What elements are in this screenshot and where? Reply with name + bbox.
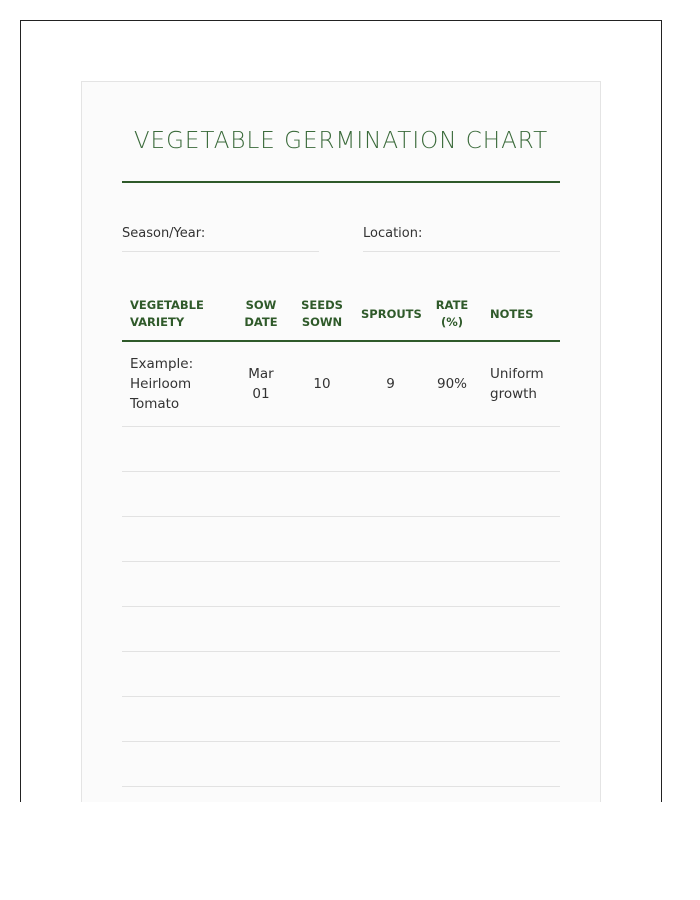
chart-sheet (81, 81, 601, 802)
empty-cell[interactable] (285, 787, 359, 803)
location-label: Location: (363, 226, 423, 241)
empty-cell[interactable] (359, 427, 422, 472)
empty-cell[interactable] (359, 472, 422, 517)
empty-cell[interactable] (422, 787, 482, 803)
empty-cell[interactable] (359, 607, 422, 652)
empty-cell[interactable] (122, 562, 237, 607)
table-row (122, 562, 560, 607)
empty-cell[interactable] (422, 472, 482, 517)
cell-variety[interactable]: Example: Heirloom Tomato (122, 341, 237, 427)
page-frame (20, 20, 662, 802)
empty-cell[interactable] (422, 652, 482, 697)
empty-cell[interactable] (482, 427, 560, 472)
table-row (122, 517, 560, 562)
empty-cell[interactable] (237, 652, 285, 697)
empty-cell[interactable] (285, 562, 359, 607)
empty-cell[interactable] (122, 652, 237, 697)
empty-cell[interactable] (237, 607, 285, 652)
empty-cell[interactable] (285, 517, 359, 562)
cell-sow-date[interactable]: Mar 01 (237, 341, 285, 427)
location-field[interactable] (363, 226, 560, 252)
empty-cell[interactable] (422, 697, 482, 742)
empty-cell[interactable] (285, 472, 359, 517)
empty-cell[interactable] (237, 472, 285, 517)
empty-cell[interactable] (285, 742, 359, 787)
header-notes: NOTES (482, 288, 560, 341)
empty-cell[interactable] (285, 607, 359, 652)
empty-cell[interactable] (285, 697, 359, 742)
table-row (122, 742, 560, 787)
empty-cell[interactable] (359, 697, 422, 742)
empty-cell[interactable] (422, 742, 482, 787)
cell-sprouts[interactable]: 9 (359, 341, 422, 427)
empty-cell[interactable] (482, 517, 560, 562)
title-divider (122, 181, 560, 183)
empty-cell[interactable] (359, 742, 422, 787)
empty-cell[interactable] (359, 787, 422, 803)
empty-cell[interactable] (237, 787, 285, 803)
empty-cell[interactable] (422, 517, 482, 562)
empty-cell[interactable] (482, 652, 560, 697)
empty-cell[interactable] (482, 742, 560, 787)
table-row (122, 607, 560, 652)
empty-cell[interactable] (122, 427, 237, 472)
empty-cell[interactable] (422, 562, 482, 607)
empty-cell[interactable] (359, 652, 422, 697)
empty-cell[interactable] (359, 562, 422, 607)
empty-cell[interactable] (237, 562, 285, 607)
empty-cell[interactable] (122, 787, 237, 803)
season-year-field[interactable] (122, 226, 319, 252)
table-row (122, 341, 560, 427)
empty-cell[interactable] (482, 607, 560, 652)
table-row (122, 427, 560, 472)
empty-cell[interactable] (237, 697, 285, 742)
empty-cell[interactable] (237, 427, 285, 472)
header-vegetable-variety: VEGETABLE VARIETY (122, 288, 237, 341)
empty-cell[interactable] (237, 517, 285, 562)
empty-cell[interactable] (122, 517, 237, 562)
empty-cell[interactable] (482, 472, 560, 517)
table-row (122, 652, 560, 697)
empty-cell[interactable] (237, 742, 285, 787)
header-sow-date: SOW DATE (237, 288, 285, 341)
table-row (122, 697, 560, 742)
table-row (122, 787, 560, 803)
empty-cell[interactable] (422, 427, 482, 472)
header-rate: RATE (%) (422, 288, 482, 341)
table-row (122, 472, 560, 517)
empty-cell[interactable] (285, 427, 359, 472)
empty-cell[interactable] (122, 607, 237, 652)
empty-cell[interactable] (482, 787, 560, 803)
page-title: VEGETABLE GERMINATION CHART (133, 128, 549, 154)
empty-cell[interactable] (122, 472, 237, 517)
season-year-label: Season/Year: (122, 226, 206, 241)
empty-cell[interactable] (482, 562, 560, 607)
empty-cell[interactable] (122, 697, 237, 742)
cell-seeds-sown[interactable]: 10 (285, 341, 359, 427)
empty-cell[interactable] (422, 607, 482, 652)
germination-table (122, 288, 560, 802)
cell-rate[interactable]: 90% (422, 341, 482, 427)
empty-cell[interactable] (359, 517, 422, 562)
header-sprouts: SPROUTS (359, 288, 422, 341)
empty-cell[interactable] (285, 652, 359, 697)
empty-cell[interactable] (122, 742, 237, 787)
cell-notes[interactable]: Uniform growth (482, 341, 560, 427)
header-seeds-sown: SEEDS SOWN (285, 288, 359, 341)
table-header-row (122, 288, 560, 341)
empty-cell[interactable] (482, 697, 560, 742)
